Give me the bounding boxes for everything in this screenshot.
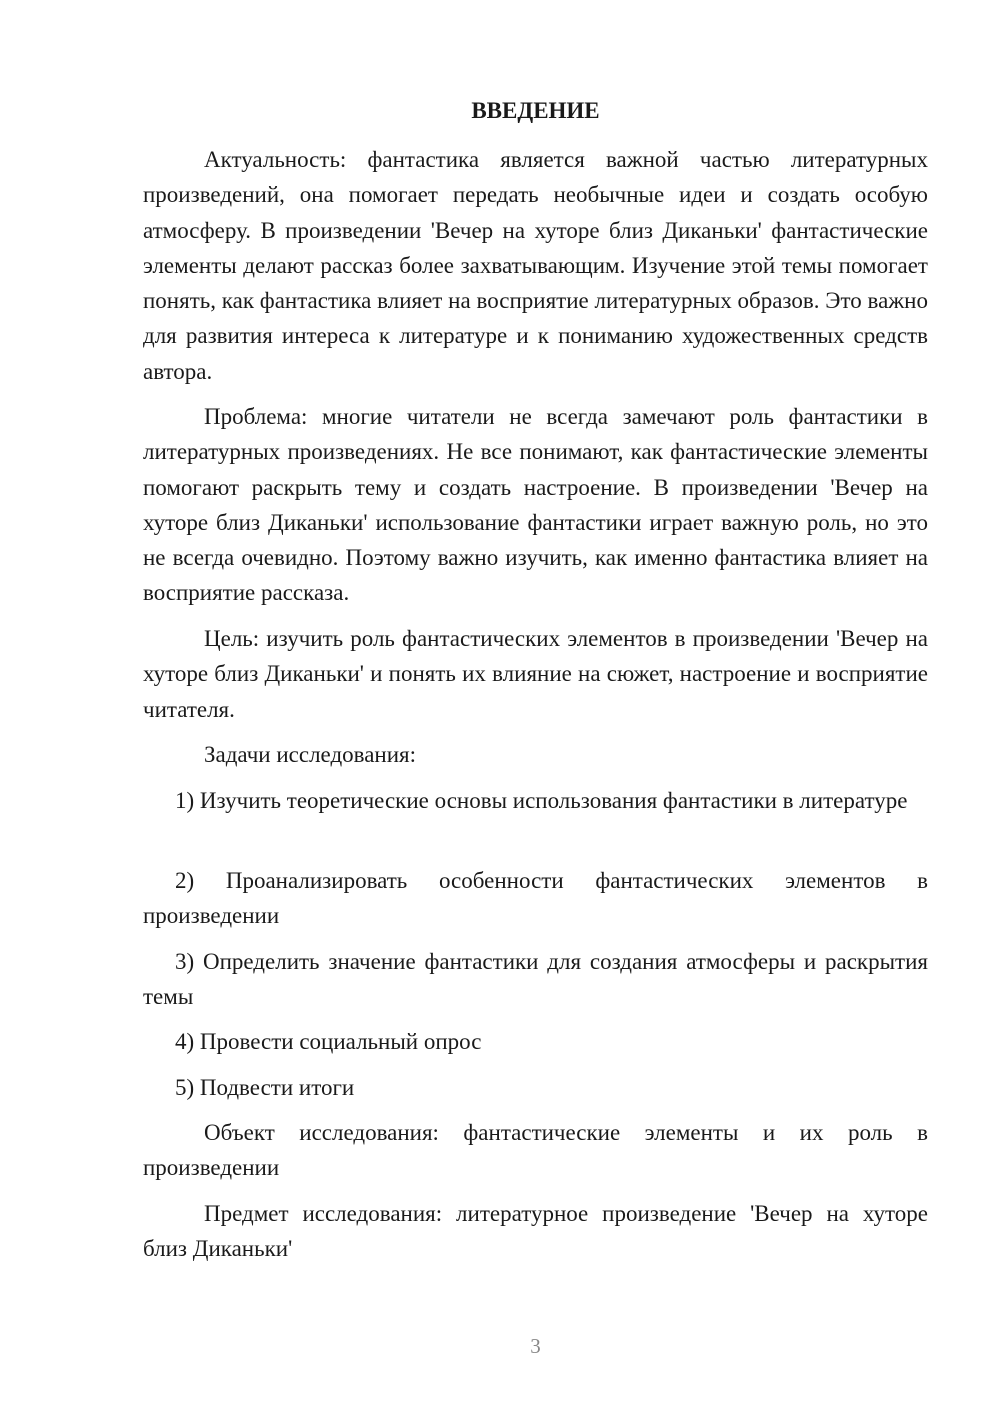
page-number: 3 <box>530 1334 541 1358</box>
relevance-paragraph: Актуальность: фантастика является важной частью литературных произведений, она помогает передать необычные идеи и создать особую атмосферу. В произведении 'Вечер на хуторе близ Диканьки' фантастические элементы делают рассказ более захватывающим. Изучение этой темы помогает понять, как фантастика влияет на восприятие литературных образов. Это важно для развития интереса к литературе и к пониманию художественных средств автора. <box>143 147 928 384</box>
task-item-3: 3) Определить значение фантастики для создания атмосферы и раскрытия темы <box>143 949 928 1010</box>
task-item-1: 1) Изучить теоретические основы использования фантастики в литературе <box>175 788 908 813</box>
document-page <box>143 0 928 1414</box>
task-item-2: 2) Проанализировать особенности фантастических элементов в произведении <box>143 868 928 929</box>
task-item-5: 5) Подвести итоги <box>175 1075 355 1100</box>
task-item-4: 4) Провести социальный опрос <box>175 1029 482 1054</box>
object-paragraph: Объект исследования: фантастические элементы и их роль в произведении <box>143 1120 928 1181</box>
tasks-heading: Задачи исследования: <box>204 742 417 767</box>
goal-paragraph: Цель: изучить роль фантастических элементов в произведении 'Вечер на хуторе близ Диканьки' и понять их влияние на сюжет, настроение и восприятие читателя. <box>143 626 928 722</box>
page-title: ВВЕДЕНИЕ <box>471 98 600 123</box>
subject-paragraph: Предмет исследования: литературное произведение 'Вечер на хуторе близ Диканьки' <box>143 1201 928 1262</box>
problem-paragraph: Проблема: многие читатели не всегда замечают роль фантастики в литературных произведениях. Не все понимают, как фантастические элементы помогают раскрыть тему и создать настроение. В произведении 'Вечер на хуторе близ Диканьки' использование фантастики играет важную роль, но это не всегда очевидно. Поэтому важно изучить, как именно фантастика влияет на восприятие рассказа. <box>143 404 928 606</box>
